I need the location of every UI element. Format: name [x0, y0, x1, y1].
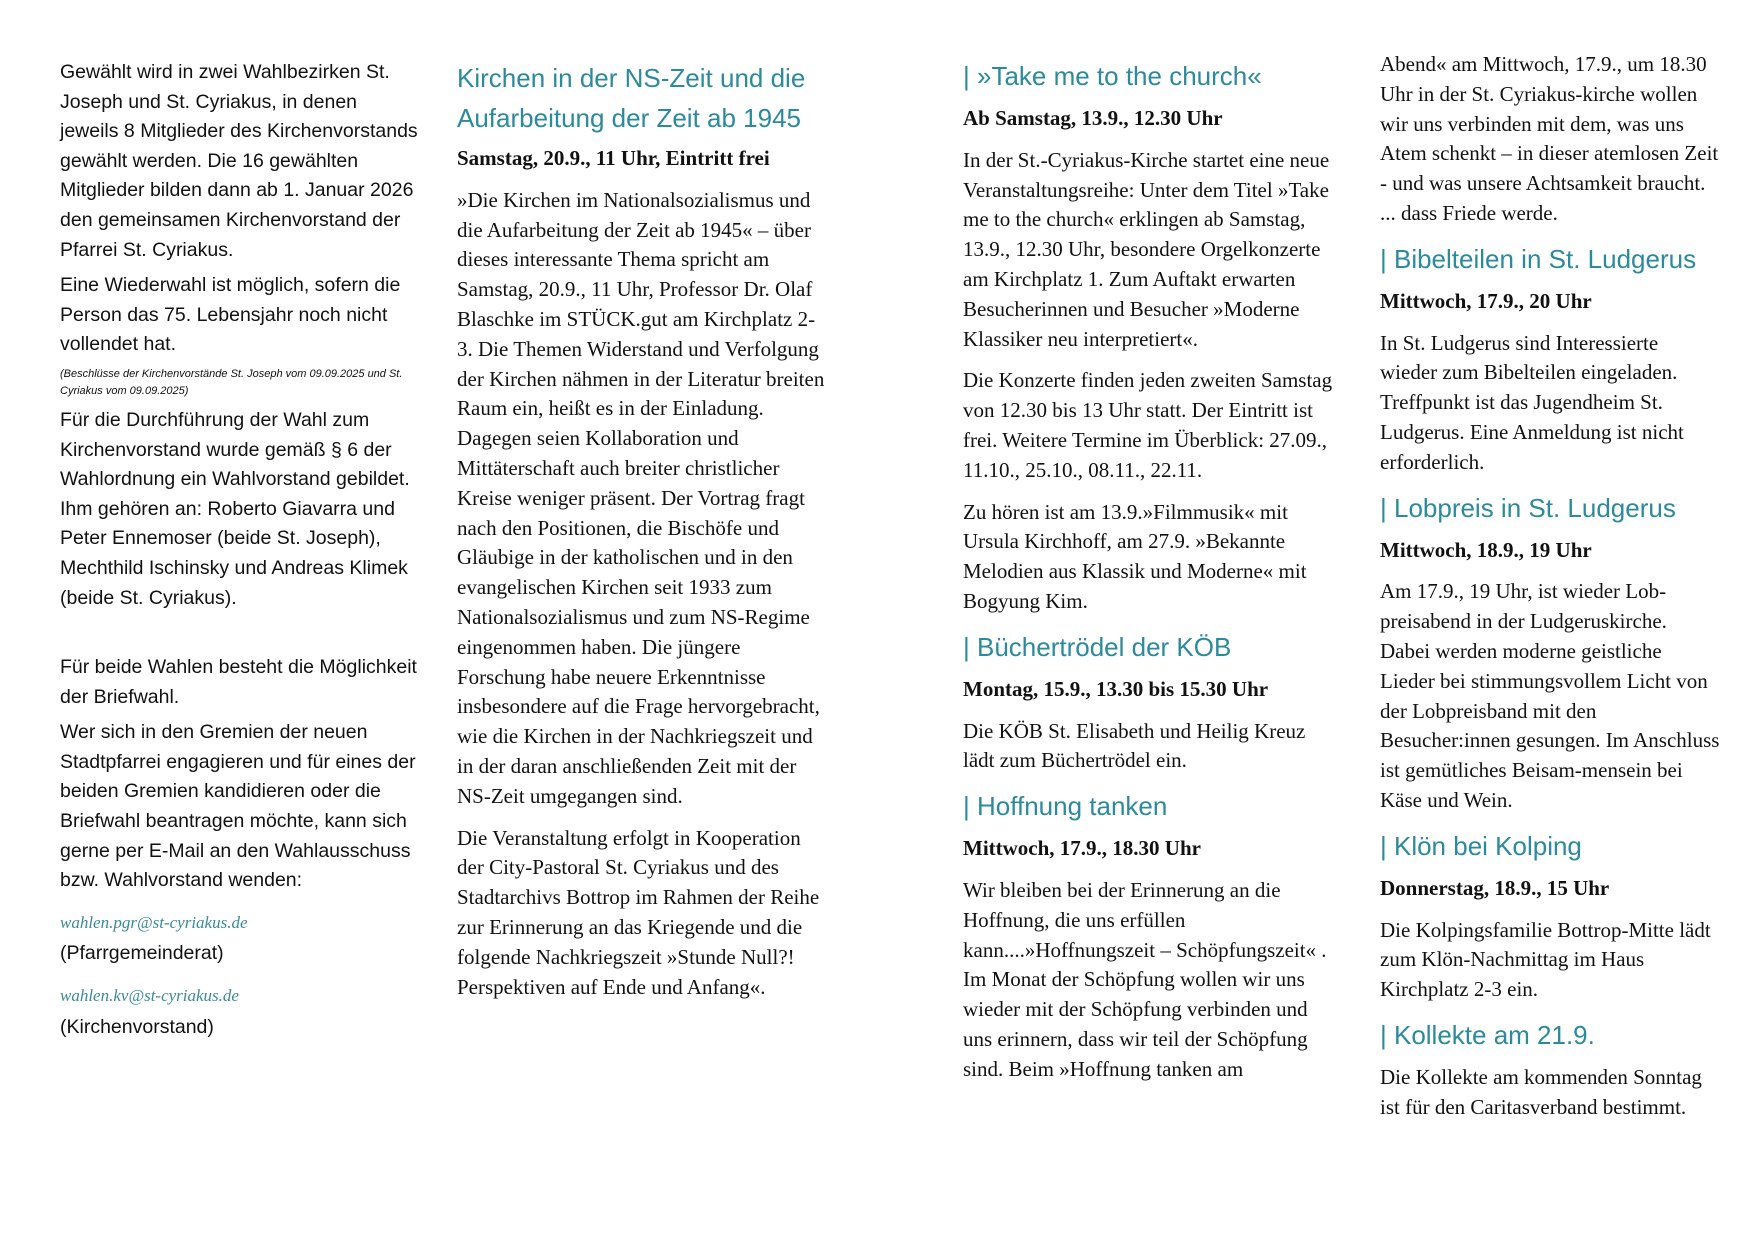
- email-label-pgr: (Pfarrgemeinderat): [60, 942, 224, 965]
- kollekte-paragraph: Die Kollekte am kommenden Sonntag ist für den Caritasverband bestimmt.: [1380, 1064, 1702, 1119]
- take-me-paragraph-1: In der St.-Cyriakus-Kirche startet eine neue Veranstaltungsreihe: Unter dem Titel »Take me to the church« erklingen ab Samstag, 13.9., 12.30 Uhr, besondere Orgelkonzerte am Kirchplatz 1. Zum Auftakt erwarten Besucherinnen und Besucher »Moderne Klassiker neu interpretiert«.: [963, 147, 1330, 351]
- election-paragraph-5: Wer sich in den Gremien der neuen Stadtpfarrei engagieren und für eines der beiden Gremien kandidieren oder die Briefwahl beantragen möchte, kann sich gerne per E-Mail an den Wahlausschuss bzw. Wahlvorstand wenden:: [60, 721, 416, 892]
- section-heading-hoffnung-tanken: | Hoffnung tanken: [963, 791, 1168, 822]
- hoffnung-paragraph: Wir bleiben bei der Erinnerung an die Hoffnung, die uns erfüllen kann....»Hoffnungszeit – Schöpfungszeit« . Im Monat der Schöpfung wollen wir uns wieder mit der Schöpfung verbinden und uns erinnern, dass wir teil der Schöpfung sind. Beim »Hoffnung tanken am: [963, 877, 1327, 1081]
- hoffnung-continued-paragraph: Abend« am Mittwoch, 17.9., um 18.30 Uhr in der St. Cyriakus-kirche wollen wir uns verbinden mit dem, was uns Atem schenkt – in dieser atemlosen Zeit - und was unsere Achtsamkeit braucht. ... dass Friede werde.: [1380, 52, 1719, 225]
- section-date-kloen: Donnerstag, 18.9., 15 Uhr: [1380, 875, 1610, 900]
- spacer: [60, 619, 420, 653]
- email-label-kv: (Kirchenvorstand): [60, 1015, 214, 1038]
- buechertroedel-paragraph: Die KÖB St. Elisabeth und Heilig Kreuz lädt zum Büchertrödel ein.: [963, 718, 1306, 773]
- take-me-paragraph-2: Die Konzerte finden jeden zweiten Samstag von 12.30 bis 13 Uhr statt. Der Eintritt ist frei. Weitere Termine im Überblick: 27.09., 11.10., 25.10., 08.11., 22.11.: [963, 368, 1333, 482]
- section-heading-kollekte: | Kollekte am 21.9.: [1380, 1019, 1595, 1050]
- take-me-paragraph-3: Zu hören ist am 13.9.»Filmmusik« mit Ursula Kirchhoff, am 27.9. »Bekannte Melodien aus Klassik und Moderne« mit Bogyung Kim.: [963, 499, 1307, 613]
- lobpreis-paragraph: Am 17.9., 19 Uhr, ist wieder Lob-preisabend in der Ludgeruskirche. Dabei werden moderne geistliche Lieder bei stimmungsvollem Licht von der Lobpreisband mit den Besucher:innen gesungen. Im Anschluss ist gemütliches Beisam-mensein bei Käse und Wein.: [1380, 579, 1720, 812]
- election-paragraph-1: Gewählt wird in zwei Wahlbezirken St. Joseph und St. Cyriakus, in denen jeweils 8 Mitglieder des Kirchenvorstands gewählt werden. Die 16 gewählten Mitglieder bilden dann ab 1. Januar 2026 den gemeinsamen Kirchenvorstand der Pfarrei St. Cyriakus.: [60, 61, 418, 261]
- section-date-bibelteilen: Mittwoch, 17.9., 20 Uhr: [1380, 288, 1592, 313]
- section-date-ns-zeit: Samstag, 20.9., 11 Uhr, Eintritt frei: [457, 146, 770, 170]
- section-heading-ns-zeit: Kirchen in der NS-Zeit und die Aufarbeitung der Zeit ab 1945: [457, 63, 806, 133]
- section-date-hoffnung-tanken: Mittwoch, 17.9., 18.30 Uhr: [963, 836, 1201, 861]
- section-date-take-me-to-church: Ab Samstag, 13.9., 12.30 Uhr: [963, 106, 1223, 130]
- section-heading-lobpreis: | Lobpreis in St. Ludgerus: [1380, 492, 1676, 523]
- section-heading-bibelteilen: | Bibelteilen in St. Ludgerus: [1380, 243, 1697, 274]
- ns-zeit-paragraph-2: Die Veranstaltung erfolgt in Kooperation der City-Pastoral St. Cyriakus und des Stadtarchivs Bottrop im Rahmen der Reihe zur Erinnerung an das Kriegende und die folgende Nachkriegszeit »Stunde Null?! Perspektiven auf Ende und Anfang«.: [457, 825, 820, 999]
- kloen-paragraph: Die Kolpingsfamilie Bottrop-Mitte lädt zum Klön-Nachmittag im Haus Kirchplatz 2-3 ein.: [1380, 917, 1711, 1002]
- email-link-kv[interactable]: wahlen.kv@st-cyriakus.de: [60, 986, 239, 1006]
- section-heading-buechertroedel: | Büchertrödel der KÖB: [963, 631, 1232, 662]
- column-election-info: [60, 58, 420, 1042]
- column-events-2: [1380, 50, 1720, 1135]
- column-events-1: [963, 54, 1333, 1097]
- section-date-lobpreis: Mittwoch, 18.9., 19 Uhr: [1380, 537, 1592, 562]
- column-ns-zeit: [457, 58, 825, 1014]
- resolution-note: (Beschlüsse der Kirchenvorstände St. Joseph vom 09.09.2025 und St. Cyriakus vom 09.09.2025): [60, 367, 403, 397]
- bibelteilen-paragraph: In St. Ludgerus sind Interessierte wieder zum Bibelteilen eingeladen. Treffpunkt ist das Jugendheim St. Ludgerus. Eine Anmeldung ist nicht erforderlich.: [1380, 330, 1684, 474]
- election-paragraph-2: Eine Wiederwahl ist möglich, sofern die Person das 75. Lebensjahr noch nicht vollendet hat.: [60, 274, 401, 356]
- election-paragraph-3: Für die Durchführung der Wahl zum Kirchenvorstand wurde gemäß § 6 der Wahlordnung ein Wahlvorstand gebildet. Ihm gehören an: Roberto Giavarra und Peter Ennemoser (beide St. Joseph), Mechthild Ischinsky und Andreas Klimek (beide St. Cyriakus).: [60, 408, 410, 609]
- section-date-buechertroedel: Montag, 15.9., 13.30 bis 15.30 Uhr: [963, 676, 1269, 701]
- email-link-pgr[interactable]: wahlen.pgr@st-cyriakus.de: [60, 912, 248, 932]
- ns-zeit-paragraph-1: »Die Kirchen im Nationalsozialismus und die Aufarbeitung der Zeit ab 1945« – über dieses interessante Thema spricht am Samstag, 20.9., 11 Uhr, Professor Dr. Olaf Blaschke im STÜCK.gut am Kirchplatz 2-3. Die Themen Widerstand und Verfolgung der Kirchen nähmen in der Literatur breiten Raum ein, heißt es in der Einladung. Dagegen seien Kollaboration und Mittäterschaft auch breiter christlicher Kreise weniger präsent. Der Vortrag fragt nach den Positionen, die Bischöfe und Gläubige in der katholischen und in den evangelischen Kirchen seit 1933 zum Nationalsozialismus und zum NS-Regime eingenommen haben. Die jüngere Forschung habe neuere Erkenntnisse insbesondere auf die Frage hervorgebracht, wie die Kirchen in der Nachkriegszeit und in der daran anschließenden Zeit mit der NS-Zeit umgegangen sind.: [457, 187, 825, 808]
- election-paragraph-4: Für beide Wahlen besteht die Möglichkeit der Briefwahl.: [60, 656, 417, 708]
- section-heading-kloen: | Klön bei Kolping: [1380, 830, 1582, 861]
- section-heading-take-me-to-church: | »Take me to the church«: [963, 61, 1262, 91]
